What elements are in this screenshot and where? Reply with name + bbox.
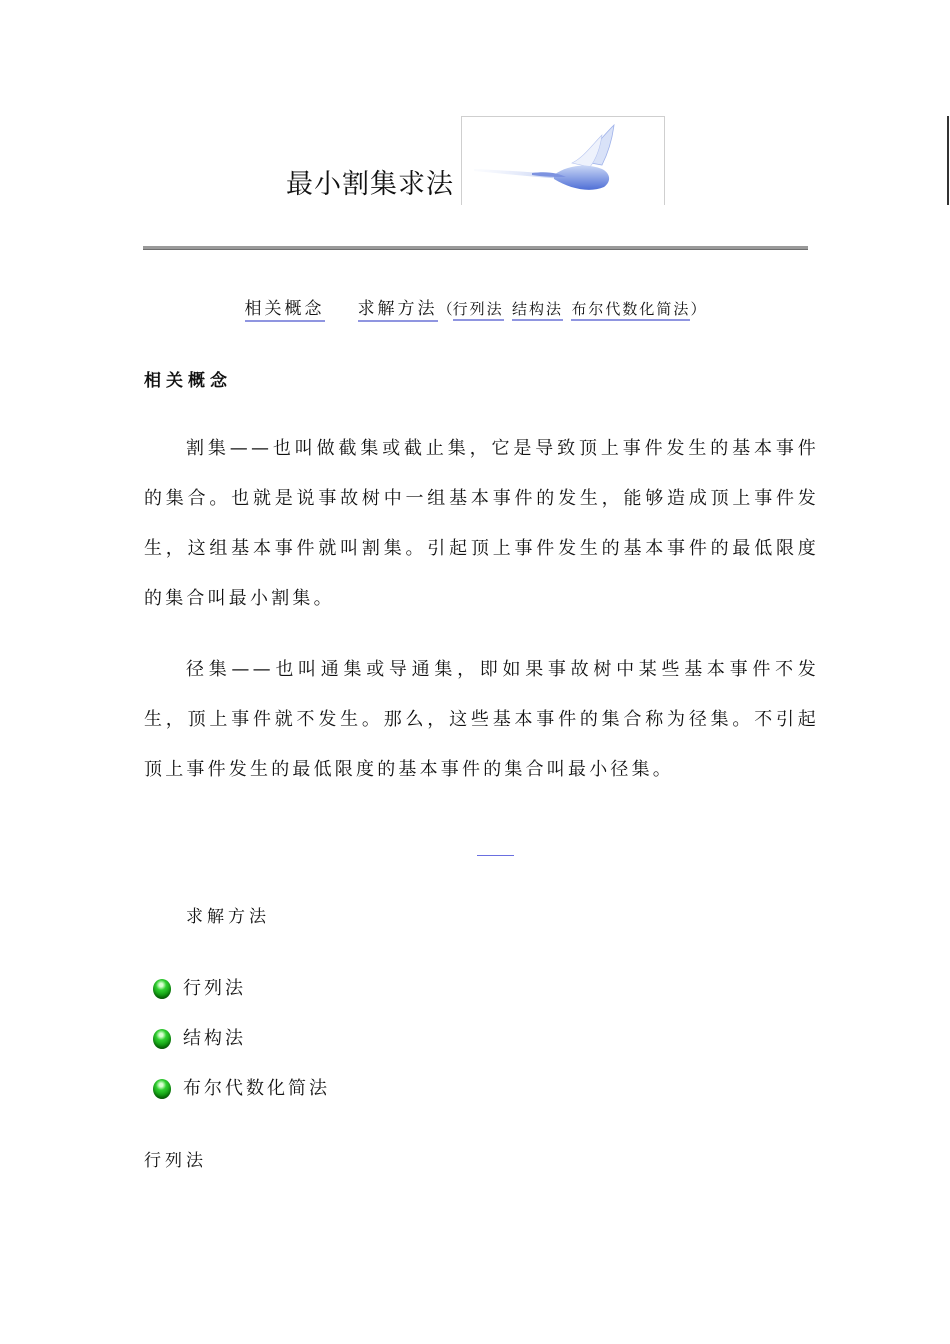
anchor-underline bbox=[477, 855, 514, 856]
section-heading-concepts: 相关概念 bbox=[144, 371, 232, 391]
nav-link-structure[interactable]: 结构法 bbox=[512, 300, 563, 321]
green-ball-icon bbox=[153, 979, 171, 999]
paragraph-path-set: 径集——也叫通集或导通集，即如果事故树中某些基本事件不发生，顶上事件就不发生。那么，这些基本事件的集合称为径集。不引起顶上事件发生的最低限度的基本事件的集合叫最小径集。 bbox=[144, 659, 819, 780]
nav-open-paren: （ bbox=[437, 300, 453, 318]
paragraph-cut-set: 割集——也叫做截集或截止集，它是导致顶上事件发生的基本事件的集合。也就是说事故树中一组基本事件的发生，能够造成顶上事件发生，这组基本事件就叫割集。引起顶上事件发生的基本事件的最低限度的集合叫最小割集。 bbox=[144, 438, 819, 609]
list-item-label: 行列法 bbox=[183, 978, 246, 999]
section-heading-methods: 求解方法 bbox=[186, 907, 270, 927]
green-ball-icon bbox=[153, 1079, 171, 1099]
nav-link-determinant[interactable]: 行列法 bbox=[453, 300, 504, 321]
list-item-label: 布尔代数化简法 bbox=[183, 1078, 330, 1099]
nav-close-paren: ） bbox=[690, 300, 706, 318]
top-navigation bbox=[0, 294, 950, 319]
list-item[interactable] bbox=[153, 1024, 246, 1050]
nav-link-concepts[interactable]: 相关概念 bbox=[245, 299, 325, 322]
list-item[interactable] bbox=[153, 974, 246, 1000]
list-item-label: 结构法 bbox=[183, 1028, 246, 1049]
green-ball-icon bbox=[153, 1029, 171, 1049]
horizontal-rule bbox=[143, 246, 808, 250]
dove-image bbox=[461, 116, 665, 205]
nav-link-methods[interactable]: 求解方法 bbox=[358, 299, 438, 322]
page-title: 最小割集求法 bbox=[286, 169, 454, 200]
list-item[interactable] bbox=[153, 1074, 330, 1100]
page-edge-divider bbox=[947, 116, 949, 205]
nav-link-boolean[interactable]: 布尔代数化简法 bbox=[571, 300, 690, 321]
section-heading-determinant: 行列法 bbox=[144, 1151, 207, 1171]
dove-icon bbox=[462, 117, 664, 205]
